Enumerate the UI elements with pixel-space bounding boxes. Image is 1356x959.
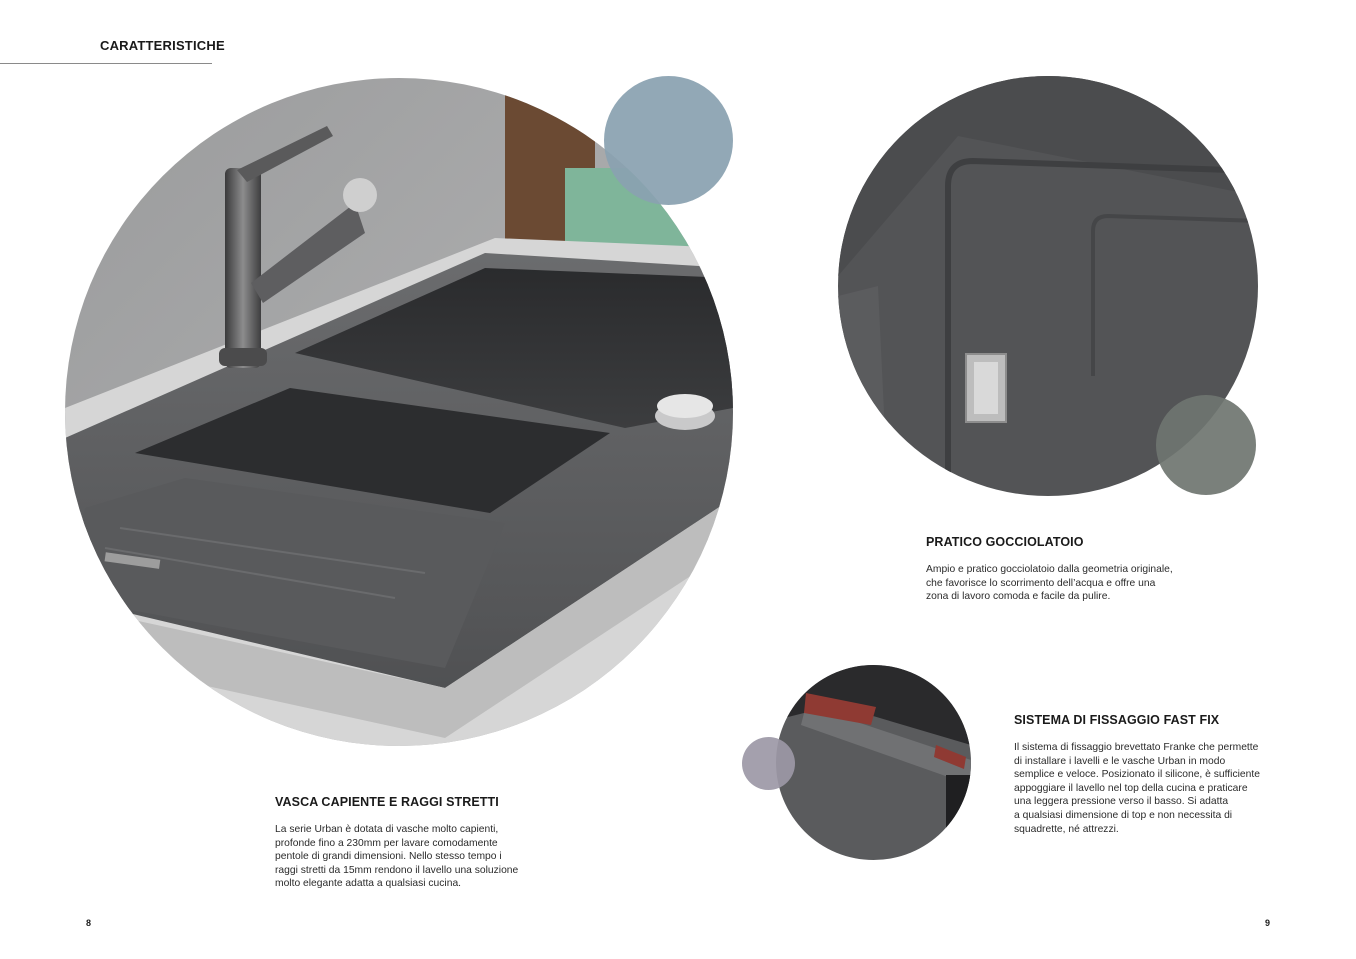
feature-title-drainer: PRATICO GOCCIOLATOIO	[926, 535, 1084, 549]
section-divider	[0, 63, 212, 64]
feature-title-basin: VASCA CAPIENTE E RAGGI STRETTI	[275, 795, 499, 809]
decorative-circle-blue	[604, 76, 733, 205]
page-number-left: 8	[86, 918, 92, 928]
decorative-circle-lilac	[742, 737, 795, 790]
feature-title-fastfix: SISTEMA DI FISSAGGIO FAST FIX	[1014, 713, 1220, 727]
fastfix-photo	[776, 665, 971, 860]
feature-body-basin: La serie Urban è dotata di vasche molto capienti, profonde fino a 230mm per lavare comodamente pentole di grandi dimensioni. Nello stesso tempo i raggi stretti da 15mm rendono il lavello una soluzione molto elegante adatta a qualsiasi cucina.	[275, 824, 519, 890]
feature-body-fastfix: Il sistema di fissaggio brevettato Franke che permette di installare i lavelli e le vasche Urban in modo semplice e veloce. Posizionato il silicone, è sufficiente appoggiare il lavello nel top della cucina e praticare una leggera pressione verso il basso. Si adatta a qualsiasi dimensione di top e non necessita di squadrette, né attrezzi.	[1014, 742, 1260, 835]
feature-body-drainer: Ampio e pratico gocciolatoio dalla geometria originale, che favorisce lo scorrimento dell’acqua e offre una zona di lavoro comoda e facile da pulire.	[926, 564, 1173, 603]
page-number-right: 9	[1265, 918, 1271, 928]
decorative-circle-green	[1156, 395, 1256, 495]
section-title: CARATTERISTICHE	[100, 38, 225, 53]
